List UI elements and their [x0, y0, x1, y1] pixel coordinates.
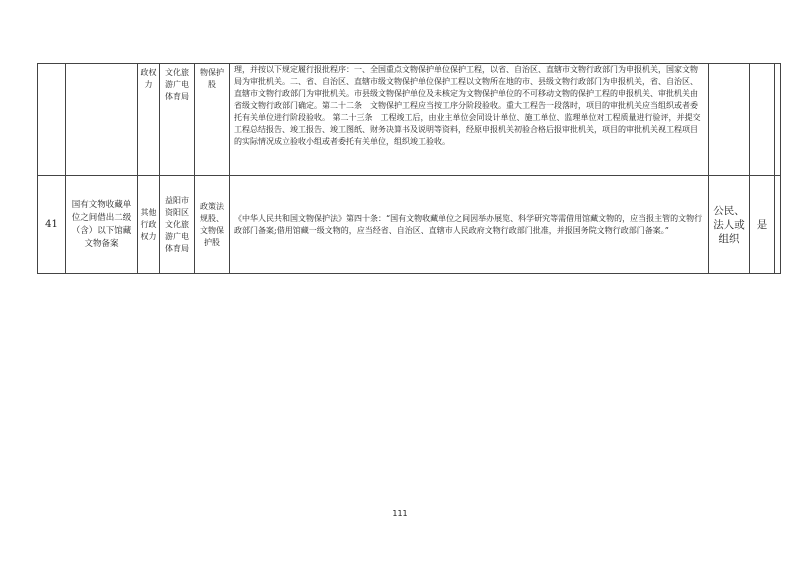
item-name-cell	[66, 64, 138, 176]
table-row	[38, 176, 781, 274]
flag-cell: 是	[750, 176, 775, 274]
permissions-table	[37, 63, 781, 274]
subject-cell	[709, 64, 750, 176]
department-cell: 益阳市资阳区文化旅游广电体育局	[160, 176, 195, 274]
extra-cell	[775, 176, 781, 274]
power-type-cell: 政权力	[138, 64, 160, 176]
table-row	[38, 64, 781, 176]
legal-basis-cell: 理，并按以下规定履行报批程序：一、全国重点文物保护单位保护工程，以省、自治区、直辖市文物行政部门为申报机关，国家文物局为审批机关。二、省、自治区、直辖市级文物保护单位保护工程以文物所在地的市、县级文物行政部门为申报机关，省、自治区、直辖市文物行政部门为审批机关。市县级文物保护单位及未核定为文物保护单位的不可移动文物的保护工程的申报机关、审批机关由省级文物行政部门确定。第二十二条 文物保护工程应当按工序分阶段验收。重大工程告一段落时，项目的审批机关应当组织或者委托有关单位进行阶段验收。 第二十三条 工程竣工后，由业主单位会同设计单位、施工单位、监理单位对工程质量进行验评，并提交工程总结报告、竣工报告、竣工图纸、财务决算书及说明等资料，经原申报机关初验合格后报审批机关，项目的审批机关视工程项目的实际情况成立验收小组或者委托有关单位，组织竣工验收。	[230, 64, 709, 176]
page-number: 111	[392, 509, 408, 518]
item-name-cell: 国有文物收藏单位之间借出二级（含）以下馆藏文物备案	[66, 176, 138, 274]
subject-cell: 公民、法人或组织	[709, 176, 750, 274]
row-index-cell	[38, 64, 66, 176]
legal-basis-cell: 《中华人民共和国文物保护法》第四十条：“国有文物收藏单位之间因举办展览、科学研究等需借用馆藏文物的，应当报主管的文物行政部门备案;借用馆藏一级文物的，应当经省、自治区、直辖市人民政府文物行政部门批准，并报国务院文物行政部门备案。”	[230, 176, 709, 274]
extra-cell	[775, 64, 781, 176]
unit-cell: 政策法规股、文物保护股	[195, 176, 230, 274]
row-index-cell: 41	[38, 176, 66, 274]
power-type-cell: 其他行政权力	[138, 176, 160, 274]
flag-cell	[750, 64, 775, 176]
department-cell: 文化旅游广电体育局	[160, 64, 195, 176]
unit-cell: 物保护股	[195, 64, 230, 176]
